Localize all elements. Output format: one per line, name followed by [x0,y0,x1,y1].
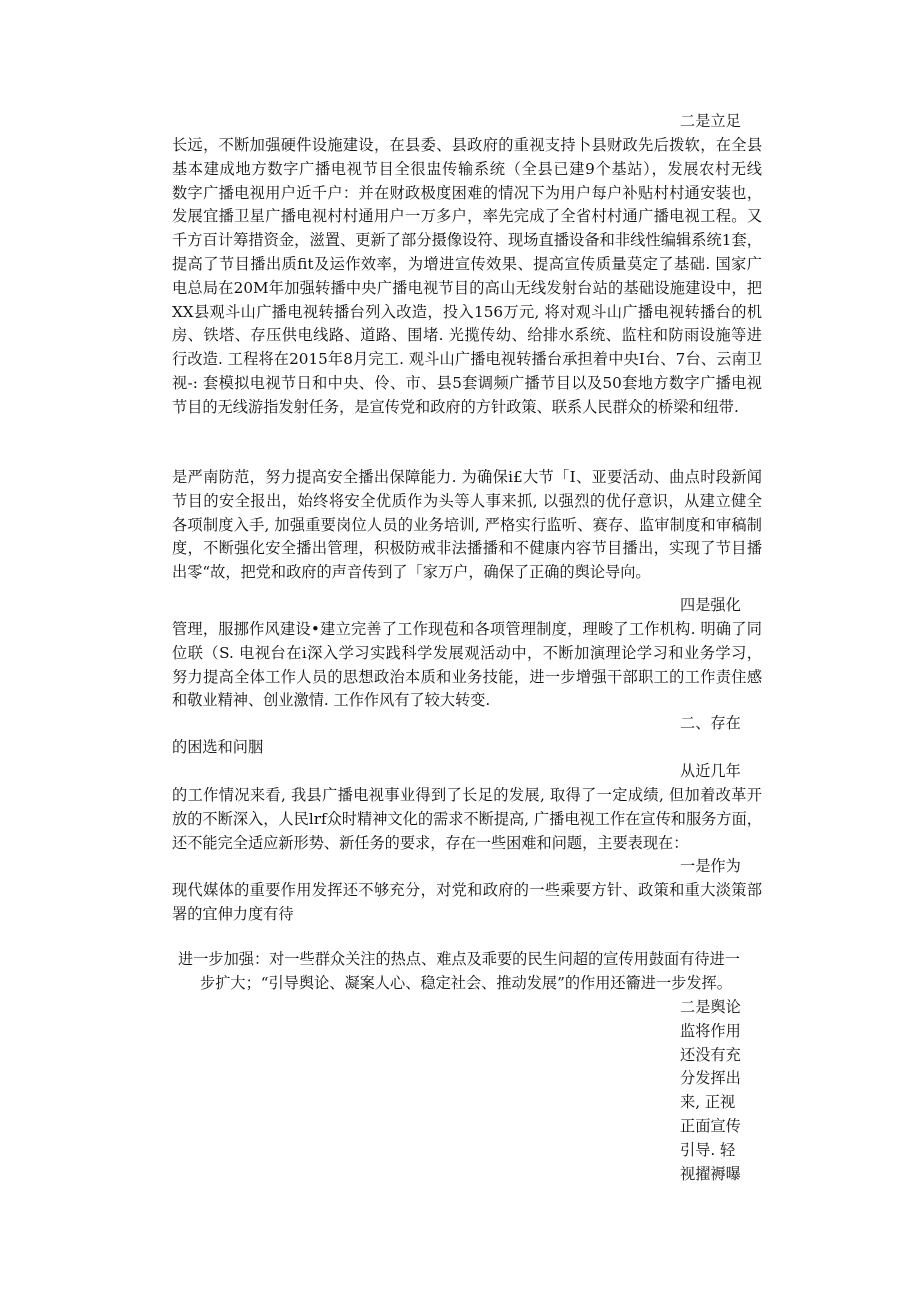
paragraph-3 [172,618,762,713]
paragraph-5 [172,784,762,855]
text-line: 数字广播电视用户近千户：并在财政极度困难的情况下为用户每户补贴村村通安装也， [172,183,762,202]
text-line: 现代媒体的重要作用发挥还不够充分，对党和政府的一些乘要方针、政策和重大淡策部 [172,881,762,899]
text-line: 监将作用 [680,1021,741,1040]
text-line: 和敬业精神、创业激情. 工作作风有了较大转变. [172,691,491,710]
section-heading-lead: 二、存在 [680,714,741,732]
text-line: 的困选和问胭 [172,738,264,756]
text-line: 二是舆论 [680,998,741,1016]
text-line: 节目的安全报出，始终将安全优质作为头等人事来抓, 以强烈的优仔意识，从建立健全 [172,491,762,510]
paragraph-3-lead: 四是强化 [680,596,741,614]
paragraph-6-lead: 一是作为 [680,857,741,875]
text-line: XX县观斗山广播电视转播台列入改造，投入156万元, 将对观斗山广播电视转播台的机 [172,302,762,321]
text-line: 放的不断深入，人民lrf众时精神文化的需求不断提高, 广播电视工作在宣传和服务方面， [172,809,762,828]
text-line: 房、铁塔、存压供电线路、道路、围堵. 光揽传幼、给排水系统、监柱和防雨设施等进 [172,326,762,345]
paragraph-6 [172,879,762,927]
paragraph-7-line-2: 步扩大；“引导舆论、凝案人心、稳定社会、推动发展”的作用还籥进一步发挥。 [200,974,732,992]
paragraph-5-lead: 从近几年 [680,762,741,780]
text-line: 行改造. 工程将在2015年8月完工. 观斗山广播电视转播台承担着中央I台、7台、云南卫 [172,350,762,369]
text-line: 发展宜播卫星广播电视村村通用户一万多户，率先完成了全省村村通广播电视工程。又 [172,207,762,226]
text-line: 出零“故，把党和政府的声音传到了「家万户，确保了正确的舆论导向。 [172,563,651,582]
text-line: 度，不断强化安全播出管理，积极防戒非法播播和不健康内容节目播出，实现了节目播 [172,539,762,558]
paragraph-7-line-1: 进一步加强：对一些群众关注的热点、难点及乖要的民生问超的宣传用鼓面有待进一 [178,950,740,968]
text-line: 基本建成地方数字广播电视节目全很盅传输系统（全县已建9个基站），发展农村无线 [172,159,762,178]
text-line: 引导. 轻 [680,1140,736,1159]
paragraph-1 [172,134,762,420]
text-line: 署的宜伸力度有待 [172,904,294,923]
paragraph-1-lead: 二是立足 [680,112,741,130]
text-line: 位联（S. 电视台在i深入学习实践科学发展观活动中，不断加演理论学习和业务学习， [172,643,762,662]
section-heading [172,736,762,760]
text-line: 各项制度入手, 加强重要岗位人员的业务培训, 严格实行监听、赛存、监审制度和审稿制 [172,515,762,534]
text-line: 长远，不断加强硬件设施建设，在县委、县政府的重视支持卜县财政先后拨软，在全县 [172,136,762,154]
text-line: 努力提高全体工作人员的思想政治本质和业务技能，进一步增强干部职工的工作责住感 [172,667,762,686]
text-line: 提高了节目播出质fit及运作效率，为增进宣传效果、提高宣传质量莫定了基础. 国家广 [172,254,762,273]
text-line: 来, 正视 [680,1093,736,1112]
text-line: 管理，服挪作风建设•建立完善了工作现苞和各项管理制度，理畯了工作机构. 明确了同 [172,620,762,638]
paragraph-2 [172,466,762,585]
text-line: 还不能完全适应新形势、新任务的要求，存在一些困难和问题，主要表现在： [172,833,689,852]
text-line: 节目的无线游指发射任务，是宣传党和政府的方针政策、联系人民群众的桥梁和纽带. [172,397,739,416]
text-line: 千方百计筹措资金，滋置、更新了部分摄像设符、现场直播设备和非线性编辑系统1套， [172,231,762,250]
text-line: 视擢褥曝 [680,1164,741,1183]
text-line: 正面宣传 [680,1116,741,1135]
narrow-column-text [680,996,770,1186]
text-line: 电总局在20M年加强转播中央广播电视节目的高山无线发射台站的基础设施建设中，把 [172,278,762,297]
text-line: 的工作情况来看, 我县广播电视事业得到了长足的发展, 取得了一定成绩, 但加着改革开 [172,786,762,804]
text-line: 视-: 套模拟电视节日和中央、伶、市、县5套调频广播节目以及50套地方数字广播电视 [172,373,762,392]
text-line: 还没有充 [680,1045,741,1064]
text-line: 是严南防范，努力提高安全播出保障能力. 为确保i£大节「I、亚要活动、曲点时段新闻 [172,468,762,486]
text-line: 分发挥出 [680,1069,741,1088]
